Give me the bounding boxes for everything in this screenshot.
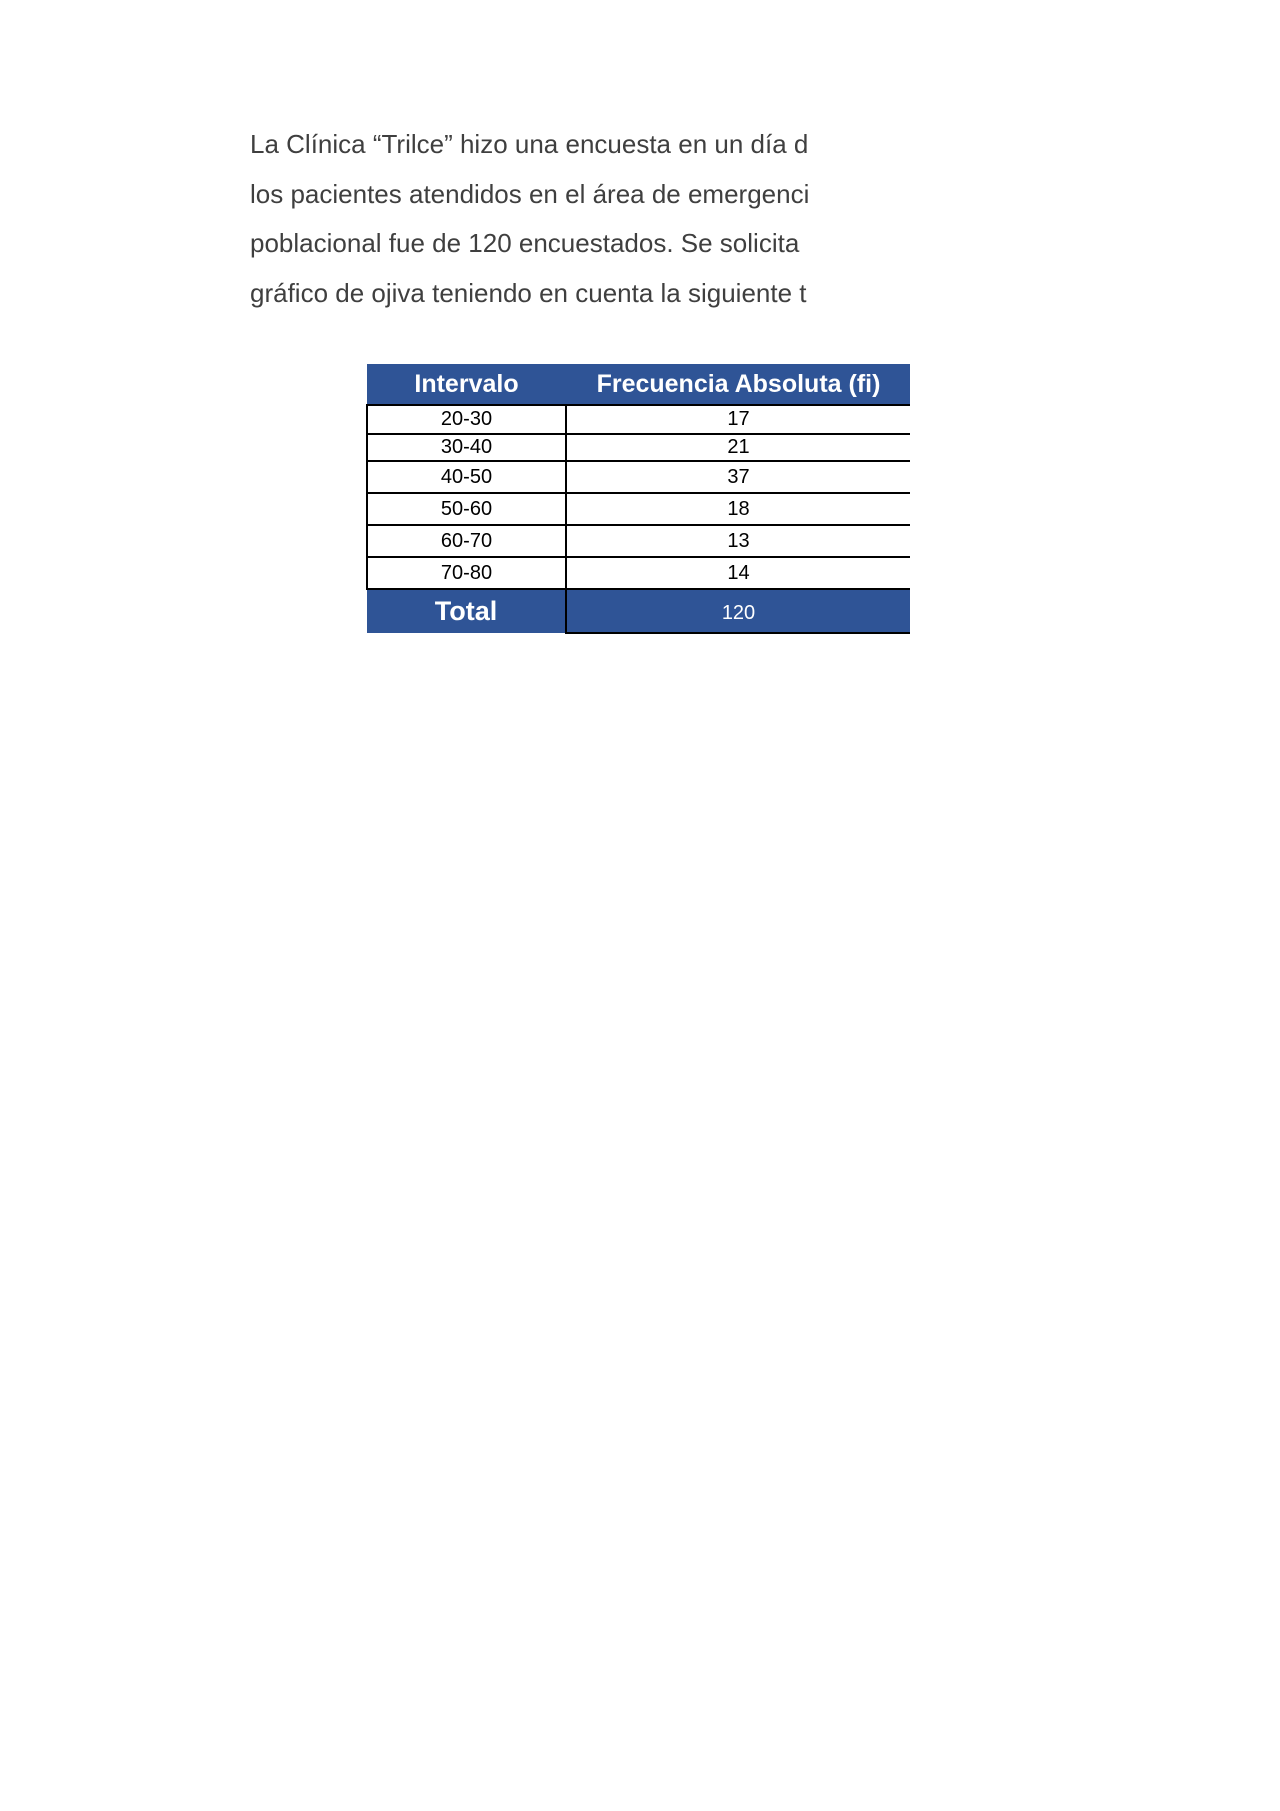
- interval-cell: 40-50: [367, 461, 566, 493]
- total-value: 120: [566, 589, 910, 633]
- interval-cell: 70-80: [367, 557, 566, 589]
- table-row: [367, 557, 910, 589]
- problem-paragraph: [250, 120, 910, 318]
- header-interval: Intervalo: [367, 364, 566, 405]
- table-row: [367, 525, 910, 557]
- frequency-cell: 14: [566, 557, 910, 589]
- paragraph-line: los pacientes atendidos en el área de emergenci: [250, 178, 810, 209]
- header-frequency: Frecuencia Absoluta (fi): [566, 364, 910, 405]
- interval-cell: 30-40: [367, 434, 566, 461]
- frequency-table: [366, 364, 910, 634]
- interval-cell: 60-70: [367, 525, 566, 557]
- frequency-cell: 21: [566, 434, 910, 461]
- document-crop: [250, 120, 910, 640]
- paragraph-line: gráfico de ojiva teniendo en cuenta la siguiente t: [250, 277, 807, 308]
- table-row: [367, 434, 910, 461]
- interval-cell: 20-30: [367, 405, 566, 434]
- paragraph-line: La Clínica “Trilce” hizo una encuesta en un día d: [250, 129, 809, 159]
- table-row: [367, 493, 910, 525]
- table-row: [367, 405, 910, 434]
- table-row: [367, 461, 910, 493]
- table-header-row: [367, 364, 910, 405]
- frequency-cell: 17: [566, 405, 910, 434]
- total-row: [367, 589, 910, 633]
- interval-cell: 50-60: [367, 493, 566, 525]
- frequency-cell: 37: [566, 461, 910, 493]
- total-label: Total: [367, 589, 566, 633]
- frequency-cell: 18: [566, 493, 910, 525]
- frequency-cell: 13: [566, 525, 910, 557]
- paragraph-line: poblacional fue de 120 encuestados. Se solicita: [250, 228, 800, 258]
